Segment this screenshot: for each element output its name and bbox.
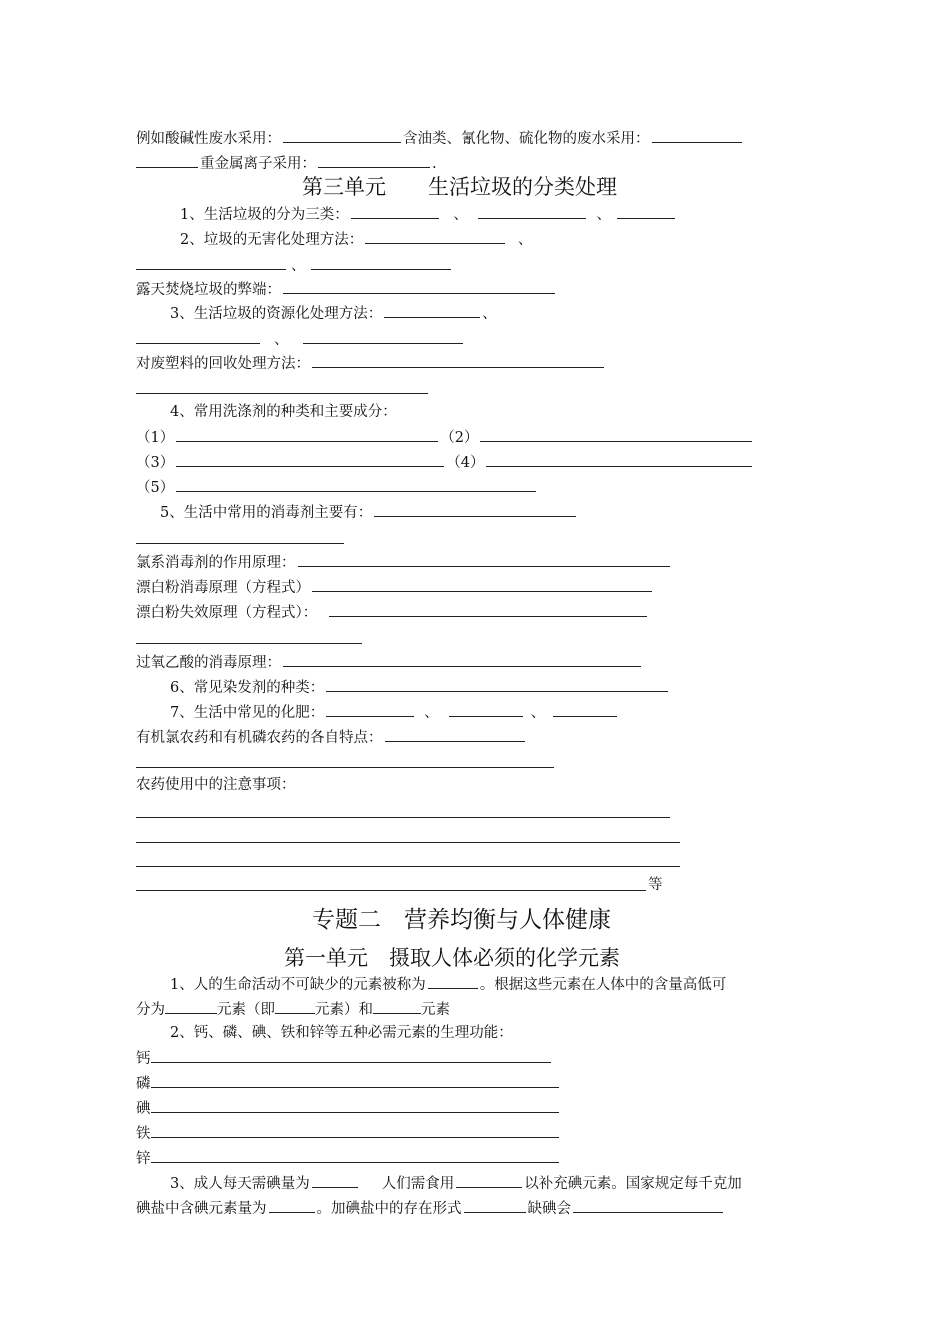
intro-acid-label: 例如酸碱性废水采用：	[136, 131, 281, 147]
q4-item-5	[136, 476, 538, 498]
sep: 、	[517, 232, 533, 248]
p3-text: 缺碘会	[527, 1201, 571, 1217]
blank-field[interactable]	[176, 451, 444, 467]
peracetic-label: 过氧乙酸的消毒原理：	[136, 655, 281, 671]
bleach-line-2	[136, 601, 649, 623]
element-row-zinc	[136, 1147, 559, 1169]
q3-label: 3、生活垃圾的资源化处理方法：	[170, 306, 383, 322]
q3-plastic-line	[136, 352, 606, 374]
q2-harm-line	[136, 278, 557, 300]
element-row-iodine	[136, 1097, 559, 1119]
bleach-label: 漂白粉消毒原理（方程式）	[136, 580, 310, 596]
blank-field[interactable]	[136, 152, 198, 168]
p2-line: 2、钙、磷、碘、铁和锌等五种必需元素的生理功能：	[170, 1025, 513, 1041]
blank-field[interactable]	[136, 254, 286, 270]
q4-item-3-4	[136, 451, 754, 473]
p3-line-2	[136, 1197, 725, 1219]
blank-field[interactable]	[312, 352, 604, 368]
answer-line[interactable]	[136, 817, 670, 818]
blank-field[interactable]	[311, 254, 451, 270]
blank-field[interactable]	[365, 228, 505, 244]
sep: 、	[596, 207, 611, 223]
answer-line[interactable]	[136, 767, 554, 768]
p3-text: 。加碘盐中的存在形式	[316, 1201, 462, 1217]
blank-field[interactable]	[165, 998, 217, 1014]
sep: 、	[530, 705, 546, 721]
blank-field[interactable]	[652, 127, 742, 143]
item-number: （4）	[446, 455, 485, 471]
pesticide-line	[136, 726, 527, 748]
q7-label: 7、生活中常见的化肥：	[170, 705, 325, 721]
p1-line-2	[136, 998, 450, 1020]
q6-line	[170, 676, 670, 698]
blank-field[interactable]	[373, 998, 421, 1014]
intro-metal-label: 重金属离子采用：	[200, 156, 316, 172]
intro-line-1	[136, 127, 744, 149]
p1-line-1	[170, 973, 726, 995]
p3-text: 碘盐中含碘元素量为	[136, 1201, 267, 1217]
p1-text: 元素（即	[217, 1002, 275, 1018]
blank-field[interactable]	[283, 278, 555, 294]
blank-field[interactable]	[478, 203, 586, 219]
p1-text: 元素	[421, 1002, 450, 1018]
p3-line-1	[170, 1172, 742, 1194]
element-label: 磷	[136, 1076, 151, 1092]
sep: 、	[274, 332, 289, 348]
blank-field[interactable]	[553, 701, 617, 717]
blank-field[interactable]	[176, 426, 438, 442]
blank-field[interactable]	[269, 1197, 315, 1213]
answer-line[interactable]	[136, 890, 646, 891]
blank-field[interactable]	[374, 501, 576, 517]
element-row-phosphorus	[136, 1072, 559, 1094]
item-number: （2）	[440, 430, 479, 446]
blank-field[interactable]	[464, 1197, 526, 1213]
p1-text: 。根据这些元素在人体中的含量高低可	[479, 977, 727, 993]
answer-line[interactable]	[136, 842, 680, 843]
blank-field[interactable]	[385, 726, 525, 742]
q2-label: 2、垃圾的无害化处理方法：	[180, 232, 364, 248]
q2-line-2	[136, 254, 453, 276]
blank-field[interactable]	[486, 451, 752, 467]
intro-oil-label: 含油类、氰化物、硫化物的废水采用：	[403, 131, 650, 147]
plastic-label: 对废塑料的回收处理方法：	[136, 356, 310, 372]
q1-line	[180, 203, 677, 225]
p1-text: 元素）和	[315, 1002, 373, 1018]
harm-label: 露天焚烧垃圾的弊端：	[136, 282, 281, 298]
chlorine-label: 氯系消毒剂的作用原理：	[136, 555, 296, 571]
q1-label: 1、生活垃圾的分为三类：	[180, 207, 349, 223]
blank-field[interactable]	[329, 601, 647, 617]
blank-field[interactable]	[283, 127, 401, 143]
element-label: 碘	[136, 1101, 151, 1117]
blank-field[interactable]	[384, 302, 480, 318]
blank-field[interactable]	[151, 1122, 559, 1138]
element-label: 锌	[136, 1151, 151, 1167]
blank-field[interactable]	[283, 651, 641, 667]
intro-line-2	[136, 152, 437, 174]
item-number: （1）	[136, 430, 175, 446]
notes-label: 农药使用中的注意事项：	[136, 777, 296, 793]
q4-item-1-2	[136, 426, 754, 448]
p3-text: 3、成人每天需碘量为	[170, 1176, 310, 1192]
sep: 、	[453, 207, 468, 223]
bleach-line-1	[136, 576, 654, 598]
blank-field[interactable]	[326, 701, 414, 717]
answer-line[interactable]	[136, 543, 344, 544]
q7-line	[170, 701, 619, 723]
pesticide-label: 有机氯农药和有机磷农药的各自特点：	[136, 730, 383, 746]
blank-field[interactable]	[303, 328, 463, 344]
item-number: （3）	[136, 455, 175, 471]
p1-text: 1、人的生命活动不可缺少的元素被称为	[170, 977, 426, 993]
blank-field[interactable]	[298, 551, 670, 567]
blank-field[interactable]	[351, 203, 439, 219]
q5-line	[160, 501, 578, 523]
blank-field[interactable]	[480, 426, 752, 442]
period-mark: .	[432, 156, 437, 172]
answer-line[interactable]	[136, 393, 428, 394]
blank-field[interactable]	[449, 701, 523, 717]
p1-text: 分为	[136, 1002, 165, 1018]
blank-field[interactable]	[617, 203, 675, 219]
etc-mark: 等	[648, 877, 663, 893]
q5-label: 5、生活中常用的消毒剂主要有：	[160, 505, 373, 521]
q3-line-2	[136, 328, 465, 350]
topic2-unit1-title: 第一单元 摄取人体必须的化学元素	[284, 946, 620, 970]
element-row-calcium	[136, 1047, 551, 1069]
chlorine-line	[136, 551, 672, 573]
blank-field[interactable]	[275, 998, 315, 1014]
bleach-fail-label: 漂白粉失效原理（方程式）：	[136, 605, 318, 621]
sep: 、	[424, 705, 439, 721]
peracetic-line	[136, 651, 643, 673]
p3-text: 以补充碘元素。国家规定每千克加	[524, 1176, 742, 1192]
answer-line[interactable]	[136, 643, 362, 644]
sep: 、	[482, 306, 497, 322]
q3-line	[170, 302, 497, 324]
blank-field[interactable]	[312, 1172, 358, 1188]
item-number: （5）	[136, 480, 175, 496]
blank-field[interactable]	[151, 1072, 559, 1088]
element-label: 铁	[136, 1126, 151, 1142]
p3-text: 人们需食用	[381, 1176, 455, 1192]
blank-field[interactable]	[151, 1147, 559, 1163]
blank-field[interactable]	[312, 576, 652, 592]
blank-field[interactable]	[428, 973, 478, 989]
q6-label: 6、常见染发剂的种类：	[170, 680, 325, 696]
q2-line	[180, 228, 532, 250]
blank-field[interactable]	[573, 1197, 723, 1213]
unit3-title: 第三单元 生活垃圾的分类处理	[302, 175, 617, 199]
blank-field[interactable]	[136, 328, 260, 344]
blank-field[interactable]	[326, 676, 668, 692]
element-label: 钙	[136, 1051, 151, 1067]
sep: 、	[291, 258, 306, 274]
blank-field[interactable]	[318, 152, 430, 168]
blank-field[interactable]	[456, 1172, 522, 1188]
answer-line[interactable]	[136, 866, 680, 867]
blank-field[interactable]	[151, 1097, 559, 1113]
element-row-iron	[136, 1122, 559, 1144]
topic2-title: 专题二 营养均衡与人体健康	[312, 907, 611, 933]
q4-line: 4、常用洗涤剂的种类和主要成分：	[170, 404, 397, 420]
blank-field[interactable]	[176, 476, 536, 492]
blank-field[interactable]	[151, 1047, 551, 1063]
